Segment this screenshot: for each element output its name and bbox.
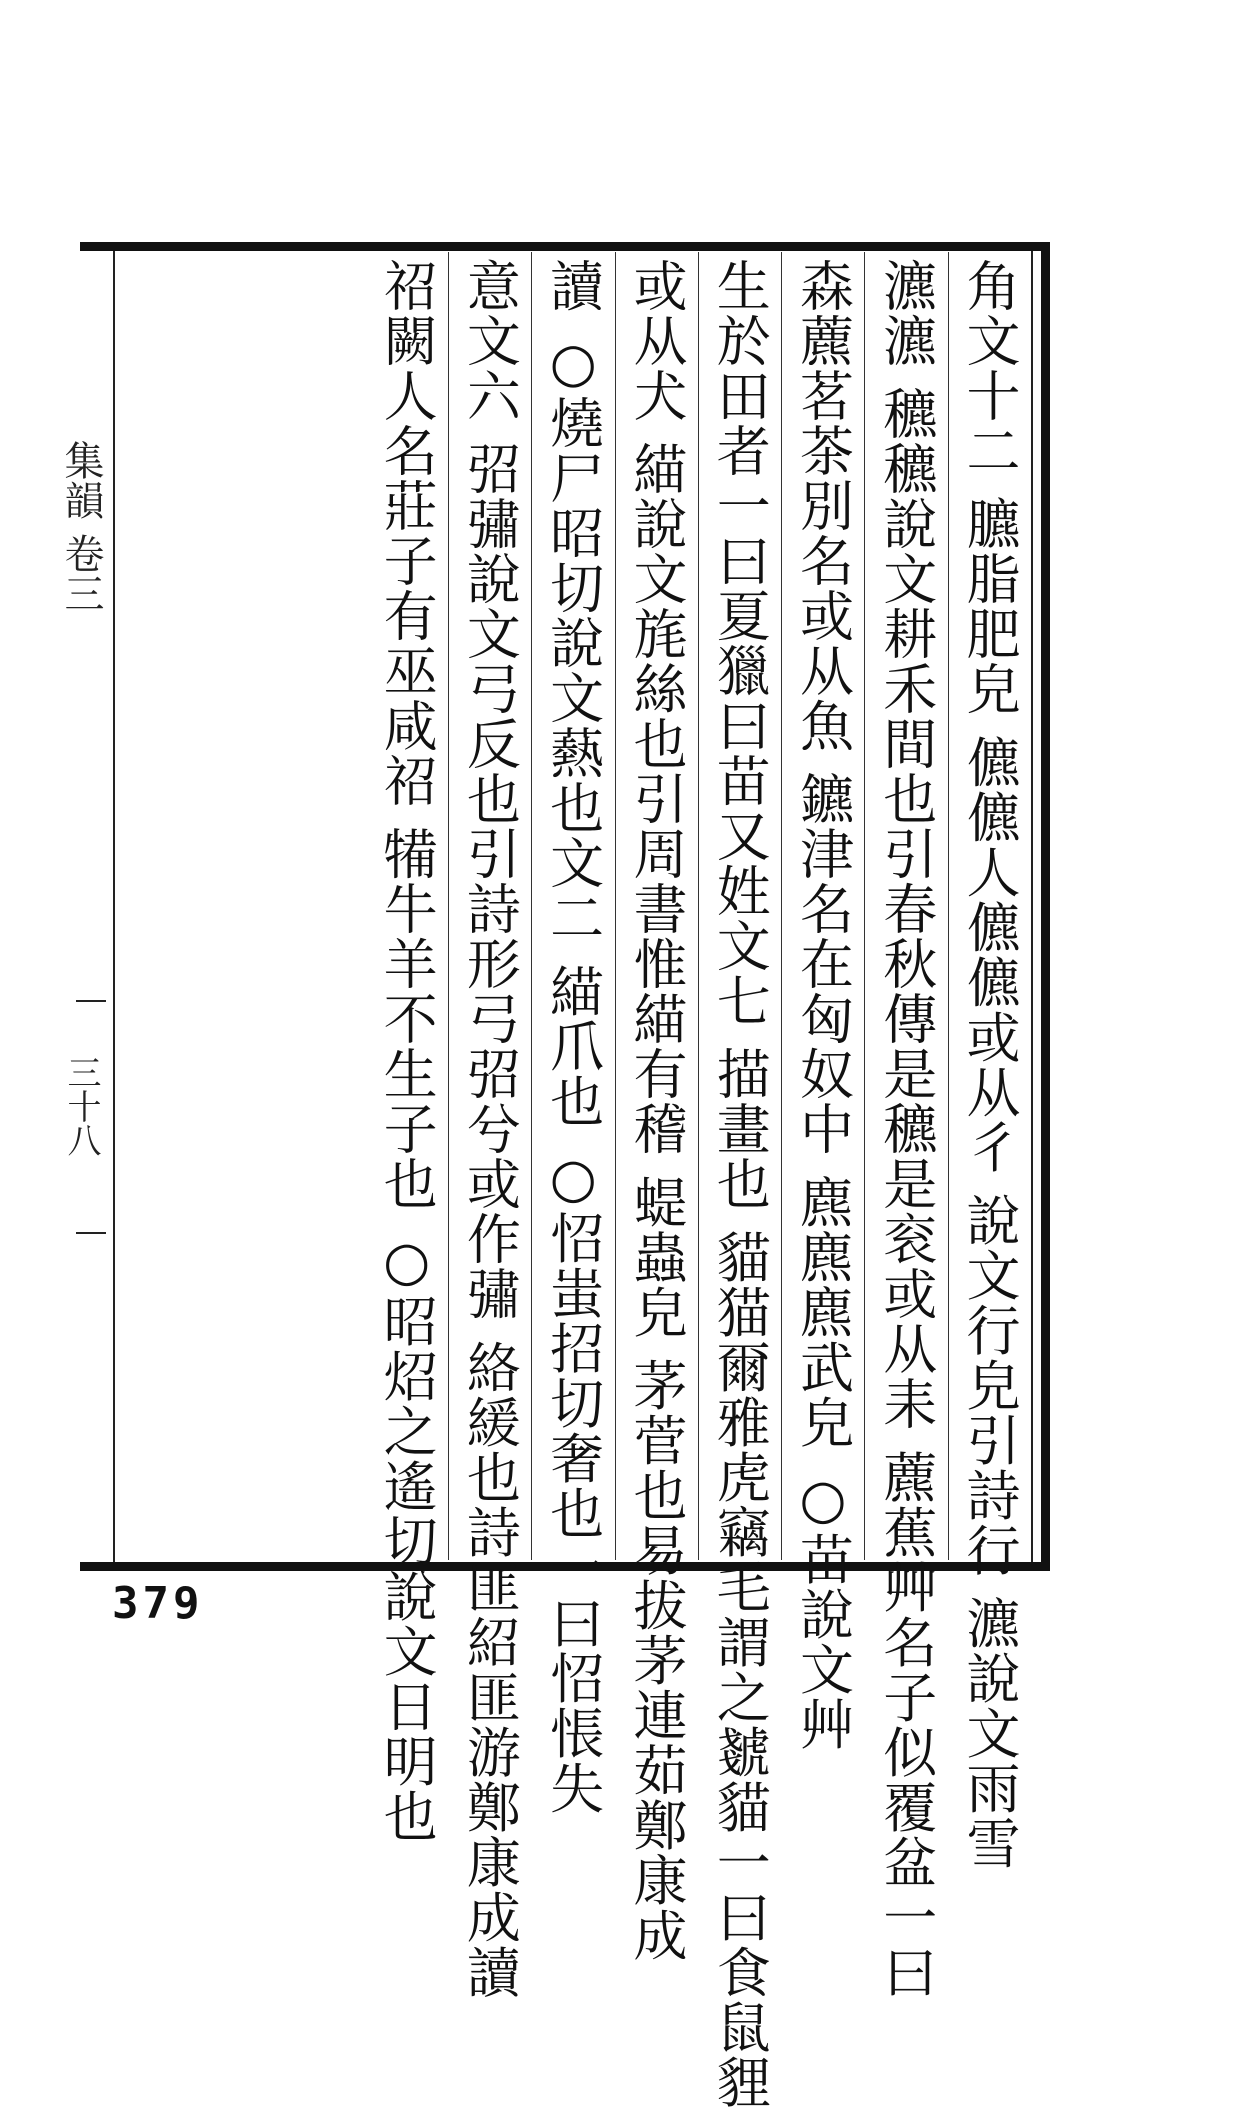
text-column [531,252,614,1816]
text-column [781,252,864,1752]
column-text: 生於田者一曰夏獵曰苗又姓文七 描畫也 貓猫爾雅虎竊毛謂之虦貓一曰食鼠貍 [708,258,772,2109]
column-text: 祒闕人名莊子有巫咸祒 犕牛羊不生子也 ○昭炤之遙切說文日明也 [375,258,439,1844]
text-column [615,252,698,1963]
column-text: 瀌瀌 穮穮說文耕禾間也引春秋傳是穮是衮或从耒 藨蕉艸名子似覆盆一曰 [874,258,938,2000]
text-column [948,252,1031,1871]
text-column [448,252,531,2000]
top-border [80,242,1050,251]
margin-mark [76,1000,106,1002]
column-text: 角文十二 臕脂肥皃 儦儦人儦儦或从彳 說文行皃引詩行 瀌說文雨雪 [958,258,1021,1871]
right-border [1041,242,1050,1571]
column-text: 讀 ○燒尸昭切說文爇也文二 緢爪也 ○怊蚩招切奢也一曰怊悵失 [541,258,605,1816]
column-text: 意文六 弨彇說文弓反也引詩形弓弨兮或作彇 絡緩也詩匪紹匪游鄭康成讀 [458,258,522,2000]
text-column [365,252,448,1844]
text-column [864,252,947,2000]
text-column [698,252,781,2109]
margin-title: 集韻 卷三 [58,440,104,613]
margin-mark [76,1232,106,1234]
column-text: 森藨茗茶別名或从魚 鑣津名在匈奴中 麃麃麃武皃 ○苗說文艸 [791,258,855,1752]
page-number: 379 [112,1578,204,1629]
margin-folio: 三十八 [61,1055,101,1157]
inner-right-border [1031,251,1033,1562]
column-text: 或从犬 緢說文旄絲也引周書惟緢有稽 蝭蟲皃 茅菅也易拔茅連茹鄭康成 [624,258,688,1963]
